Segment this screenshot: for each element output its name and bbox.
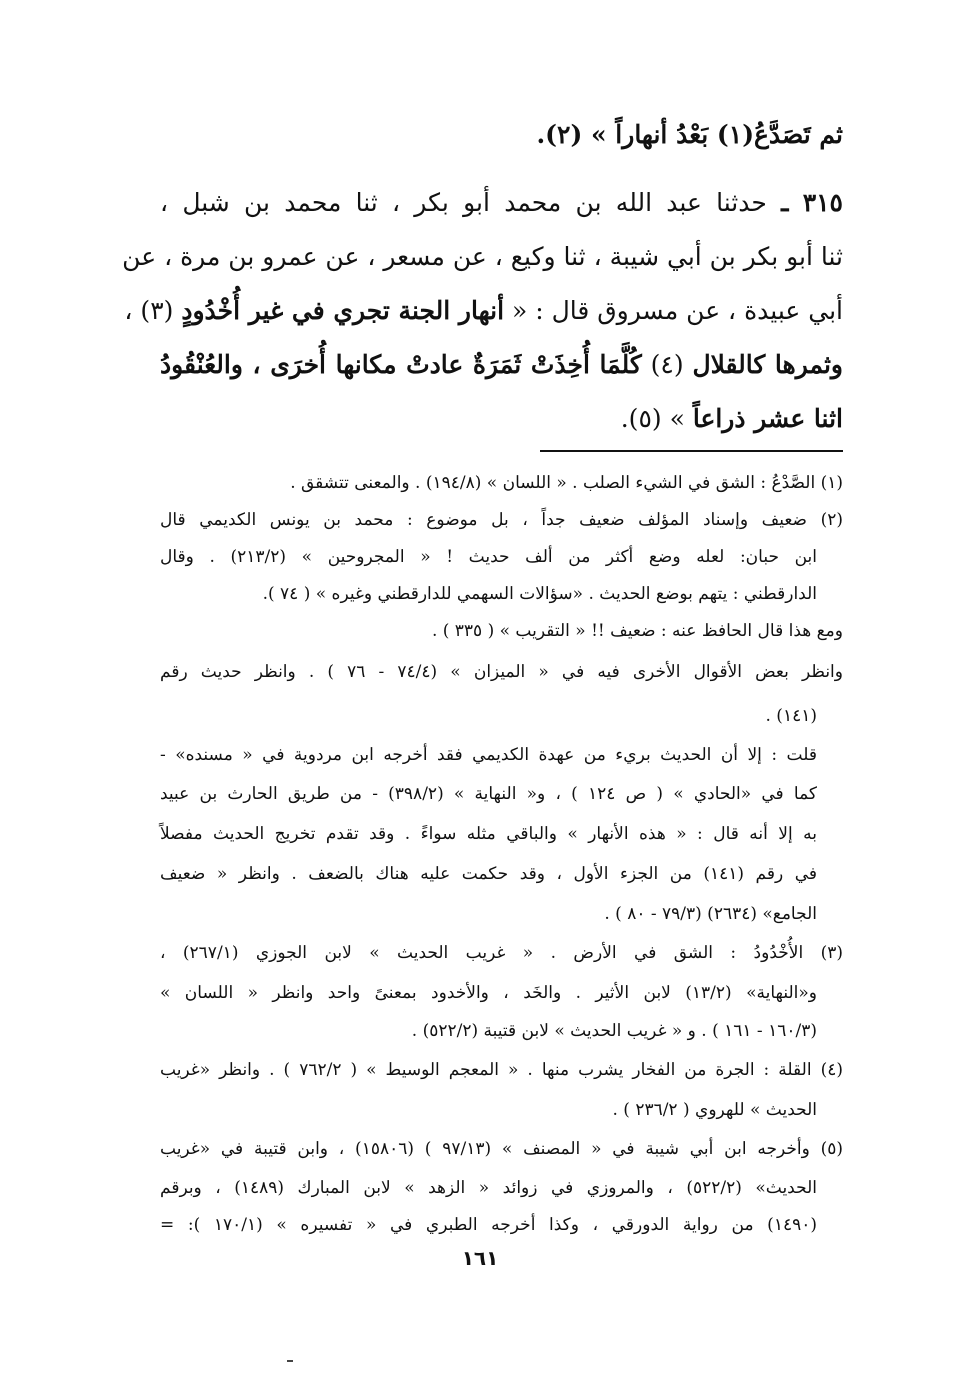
footnote-5-line-2-text: الحديث» (٥٢٢/٢) ، والمروزي في زوائد « الزهد » لابن المبارك (١٤٨٩) ، وبرقم bbox=[160, 1178, 817, 1198]
footnote-2-line-7-text: قلت : إلا أن الحديث بريء من عهدة الكديمي فقد أخرجه ابن مردوية في « مسنده» - bbox=[160, 745, 817, 765]
footnote-2-line-9-text: به إلا أنه قال : « هذه الأنهار » والباقي مثله سواءً . وقد تقدم تخريج الحديث مفصلاً bbox=[160, 824, 817, 844]
footnote-3-line-2 bbox=[160, 980, 817, 1006]
main-text-line-2 bbox=[160, 186, 843, 220]
footnote-2-line-8-text: كما في «الحادي » ( ص ١٢٤ ) ، و« النهاية » (٣٩٨/٢) - من طريق الحارث بن عبيد bbox=[160, 784, 817, 804]
footnote-divider bbox=[540, 450, 843, 452]
footnote-5-line-1-text: (٥) وأخرجه ابن أبي شيبة في « المصنف » (٩٧/١٣ ) (١٥٨٠٦) ، وابن قتيبة في «غريب bbox=[160, 1139, 844, 1159]
footnote-2-line-8 bbox=[160, 781, 817, 807]
main-text-line-5-bold-1: وثمرها كالقلال bbox=[692, 350, 843, 379]
footnote-3-line-3-text: (١٦٠/٣ - ١٦١ ) . و « غريب الحديث » لابن قتيبة (٥٢٢/٢) . bbox=[411, 1021, 817, 1041]
main-text-line-5 bbox=[160, 348, 843, 382]
main-text-line-6-bold: اثنا عشر ذراعاً bbox=[692, 404, 843, 433]
main-text-line-2-text: حدثنا عبد الله بن محمد أبو بكر ، ثنا محمد بن شبل ، bbox=[160, 188, 767, 217]
footnote-2-line-11 bbox=[160, 901, 817, 927]
footnote-2-line-3 bbox=[160, 581, 817, 607]
footnote-5-line-1 bbox=[160, 1136, 843, 1162]
footnote-2-line-6 bbox=[160, 703, 817, 729]
footnote-5-line-3-text: (١٤٩٠) من رواية الدورقي ، وكذا أخرجه الطبري في « تفسيره » (١٧٠/١ ): = bbox=[160, 1215, 817, 1235]
footnote-4-line-2 bbox=[160, 1097, 817, 1123]
footnote-2-line-3-text: الدارقطني : يتهم بوضع الحديث . «سؤالات السهمي للدارقطني وغيره » ( ٧٤ ). bbox=[262, 584, 817, 604]
footnote-2-line-4 bbox=[160, 618, 843, 644]
footnote-3-line-2-text: و«النهاية» (١٣/٢) لابن الأثير . والخَد ، والأخدود بمعنىً واحد وانظر « اللسان » bbox=[160, 983, 817, 1003]
footnote-5-line-3 bbox=[160, 1212, 817, 1238]
footnote-5-line-2 bbox=[160, 1175, 817, 1201]
main-text-line-4-plain: أبي عبيدة ، عن مسروق قال : « bbox=[511, 296, 843, 325]
main-text-line-4 bbox=[124, 294, 843, 328]
footnote-2-line-2-text: ابن حبان: لعله وضع أكثر من ألف حديث ! « المجروحين » (٢١٣/٢) . وقال bbox=[160, 547, 817, 567]
footnote-4-line-1 bbox=[160, 1057, 843, 1083]
main-text-line-6-end: » (٥). bbox=[620, 404, 685, 433]
footnote-2-line-6-text: (١٤١) . bbox=[765, 706, 817, 726]
main-text-line-5-bold-2: كُلَّمَا أُخِذَتْ ثَمَرَةٌ عادتْ مكانها أُخرَى ، والعُنْقُودُ bbox=[160, 350, 642, 379]
main-text-line-1 bbox=[160, 118, 843, 152]
footnote-2-line-5-text: وانظر بعض الأقوال الأخرى فيه في « الميزان » (٧٤/٤ - ٧٦ ) . وانظر حديث رقم bbox=[160, 662, 843, 682]
footnote-3-line-1 bbox=[160, 940, 843, 966]
main-text-line-4-end: (٣) ، bbox=[124, 296, 174, 325]
main-text-line-3 bbox=[122, 240, 843, 274]
footnote-2-line-1 bbox=[160, 507, 843, 533]
footnote-2-line-9 bbox=[160, 821, 817, 847]
scan-speck bbox=[287, 1360, 293, 1362]
footnote-2-line-5 bbox=[160, 659, 843, 685]
footnote-3-line-1-text: (٣) الأُخْدُودُ : الشق في الأرض . « غريب الحديث » لابن الجوزي (٢٦٧/١) ، bbox=[160, 943, 843, 963]
main-text-line-6 bbox=[160, 402, 843, 436]
footnote-2-line-1-text: (٢) ضعيف وإسناد المؤلف ضعيف جداً ، بل موضوع : محمد بن يونس الكديمي قال bbox=[160, 510, 843, 530]
hadith-number: ٣١٥ bbox=[802, 188, 843, 217]
footnote-1-text: (١) الصَّدْعُ : الشق في الشيء الصلب . « اللسان » (١٩٤/٨) . والمعنى تتشقق . bbox=[290, 473, 843, 493]
main-text-line-3-text: ثنا أبو بكر بن أبي شيبة ، ثنا وكيع ، عن مسعر ، عن عمرو بن مرة ، عن bbox=[122, 242, 843, 271]
footnote-2-line-10 bbox=[160, 861, 817, 887]
page-number: ١٦١ bbox=[461, 1246, 499, 1270]
main-text-line-4-bold: أنهار الجنة تجري في غير أُخْدُودٍ bbox=[181, 296, 505, 325]
footnote-3-line-3 bbox=[160, 1018, 817, 1044]
footnote-2-line-7 bbox=[160, 742, 817, 768]
hadith-dash: ـ bbox=[781, 188, 789, 217]
footnote-4-line-2-text: الحديث » للهروي ( ٢٣٦/٢ ) . bbox=[612, 1100, 817, 1120]
footnote-2-line-4-text: ومع هذا قال الحافظ عنه : ضعيف !! « التقريب » ( ٣٣٥ ) . bbox=[431, 621, 843, 641]
footnote-4-line-1-text: (٤) القلة : الجرة من الفخار يشرب منها . « المعجم الوسيط » ( ٧٦٢/٢ ) . وانظر «غريب bbox=[160, 1060, 843, 1080]
footnote-1 bbox=[160, 470, 843, 496]
main-text-line-5-ref: (٤) bbox=[650, 350, 684, 379]
main-text-line-1-text: ثم تَصَدَّعُ(١) بَعْدُ أنهاراً » (٢). bbox=[536, 120, 843, 149]
footnote-2-line-2 bbox=[160, 544, 817, 570]
footnote-2-line-11-text: الجامع» (٢٦٣٤) (٧٩/٣ - ٨٠ ) . bbox=[604, 904, 817, 924]
footnote-2-line-10-text: في رقم (١٤١) من الجزء الأول ، وقد حكمت عليه هناك بالضعف . وانظر « ضعيف bbox=[160, 864, 817, 884]
